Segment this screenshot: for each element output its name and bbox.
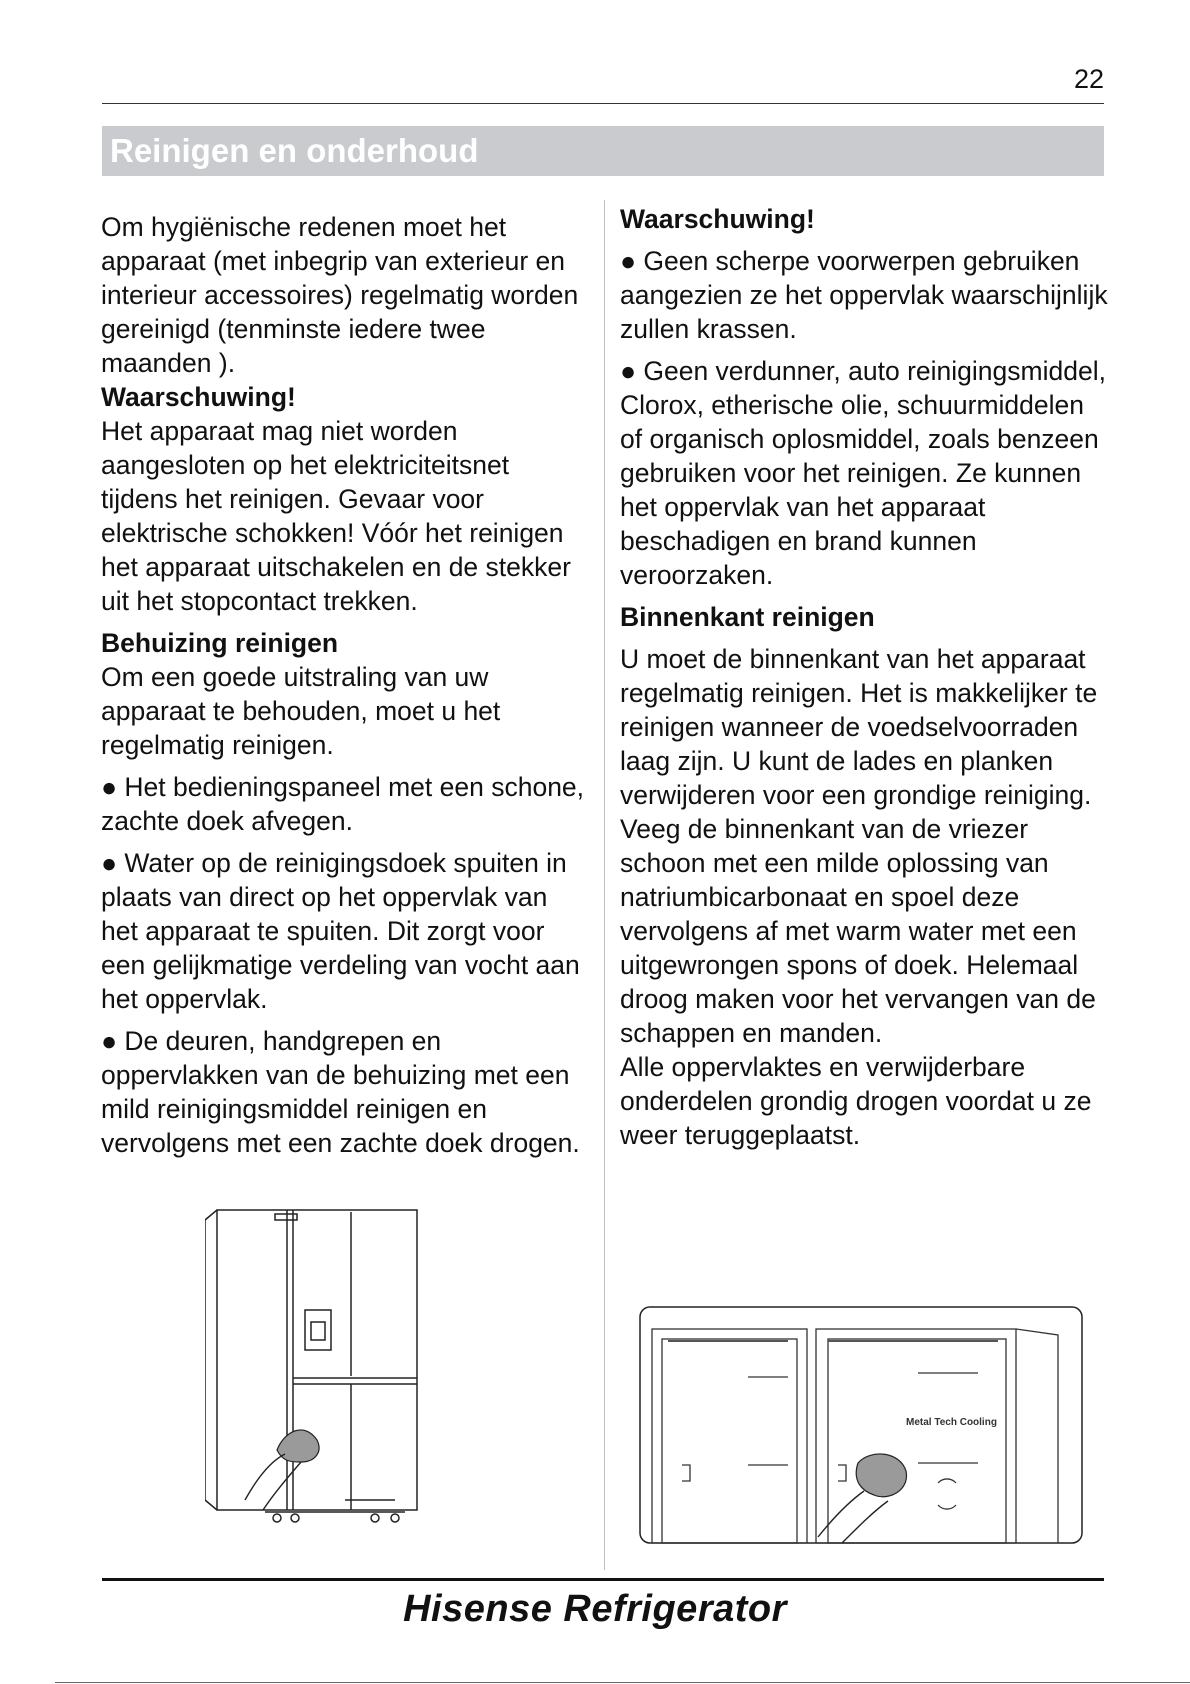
section-title: Reinigen en onderhoud [102,126,1104,176]
bullet-item: ● Geen verdunner, auto reinigingsmiddel, Clorox, etherische olie, schuurmiddelen of organisch oplosmiddel, zoals benzeen gebruiken voor het reinigen. Ze kunnen het oppervlak van het apparaat beschadigen en brand kunnen veroorzaken. [620,356,1106,590]
housing-heading: Behuizing reinigen [101,628,339,658]
bullet-item: ● De deuren, handgrepen en oppervlakken van de behuizing met een mild reinigingsmiddel reinigen en vervolgens met een zachte doek drogen. [101,1026,580,1158]
column-divider [604,200,605,1570]
warning-paragraph: Het apparaat mag niet worden aangesloten op het elektriciteitsnet tijdens het reinigen. Gevaar voor elektrische schokken! Vóór het reinigen het apparaat uitschakelen en de stekker uit het stopcontact trekken. [101,416,571,616]
bullet-item: ● Water op de reinigingsdoek spuiten in plaats van direct op het oppervlak van het apparaat te spuiten. Dit zorgt voor een gelijkmatige verdeling van vocht aan het oppervlak. [101,848,580,1014]
warning-heading: Waarschuwing! [620,204,815,234]
footer-rule [55,1682,1190,1683]
intro-paragraph: Om hygiënische redenen moet het apparaat (met inbegrip van exterieur en interieur accessoires) regelmatig worden gereinigd (tenminste iedere twee maanden ). [101,212,579,378]
refrigerator-exterior-illustration [205,1200,425,1536]
bullet-item: ● Geen scherpe voorwerpen gebruiken aangezien ze het oppervlak waarschijnlijk zullen krassen. [620,246,1108,344]
inside-paragraph: U moet de binnenkant van het apparaat regelmatig reinigen. Het is makkelijker te reinigen wanneer de voedselvoorraden laag zijn. U kunt de lades en planken verwijderen voor een grondige reiniging. Veeg de binnenkant van de vriezer schoon met een milde oplossing van natriumbicarbonaat en spoel deze vervolgens af met warm water met een uitgewrongen spons of doek. Helemaal droog maken voor het vervangen van de schappen en manden. [620,644,1098,1048]
refrigerator-interior-illustration [638,1305,1084,1545]
top-rule [102,103,1104,104]
inside-paragraph-2: Alle oppervlaktes en verwijderbare onderdelen grondig drogen voordat u ze weer teruggeplaatst. [620,1052,1092,1150]
bottom-rule [102,1578,1104,1581]
inside-heading: Binnenkant reinigen [620,602,875,632]
warning-heading: Waarschuwing! [101,382,296,412]
metal-tech-cooling-label: Metal Tech Cooling [906,1417,997,1428]
right-column [620,202,1110,1152]
left-column [101,210,591,1160]
housing-intro: Om een goede uitstraling van uw apparaat te behouden, moet u het regelmatig reinigen. [101,662,501,760]
page-number: 22 [1073,64,1104,94]
bullet-item: ● Het bedieningspaneel met een schone, zachte doek afvegen. [101,772,585,836]
footer-brand: Hisense Refrigerator [403,1588,787,1630]
